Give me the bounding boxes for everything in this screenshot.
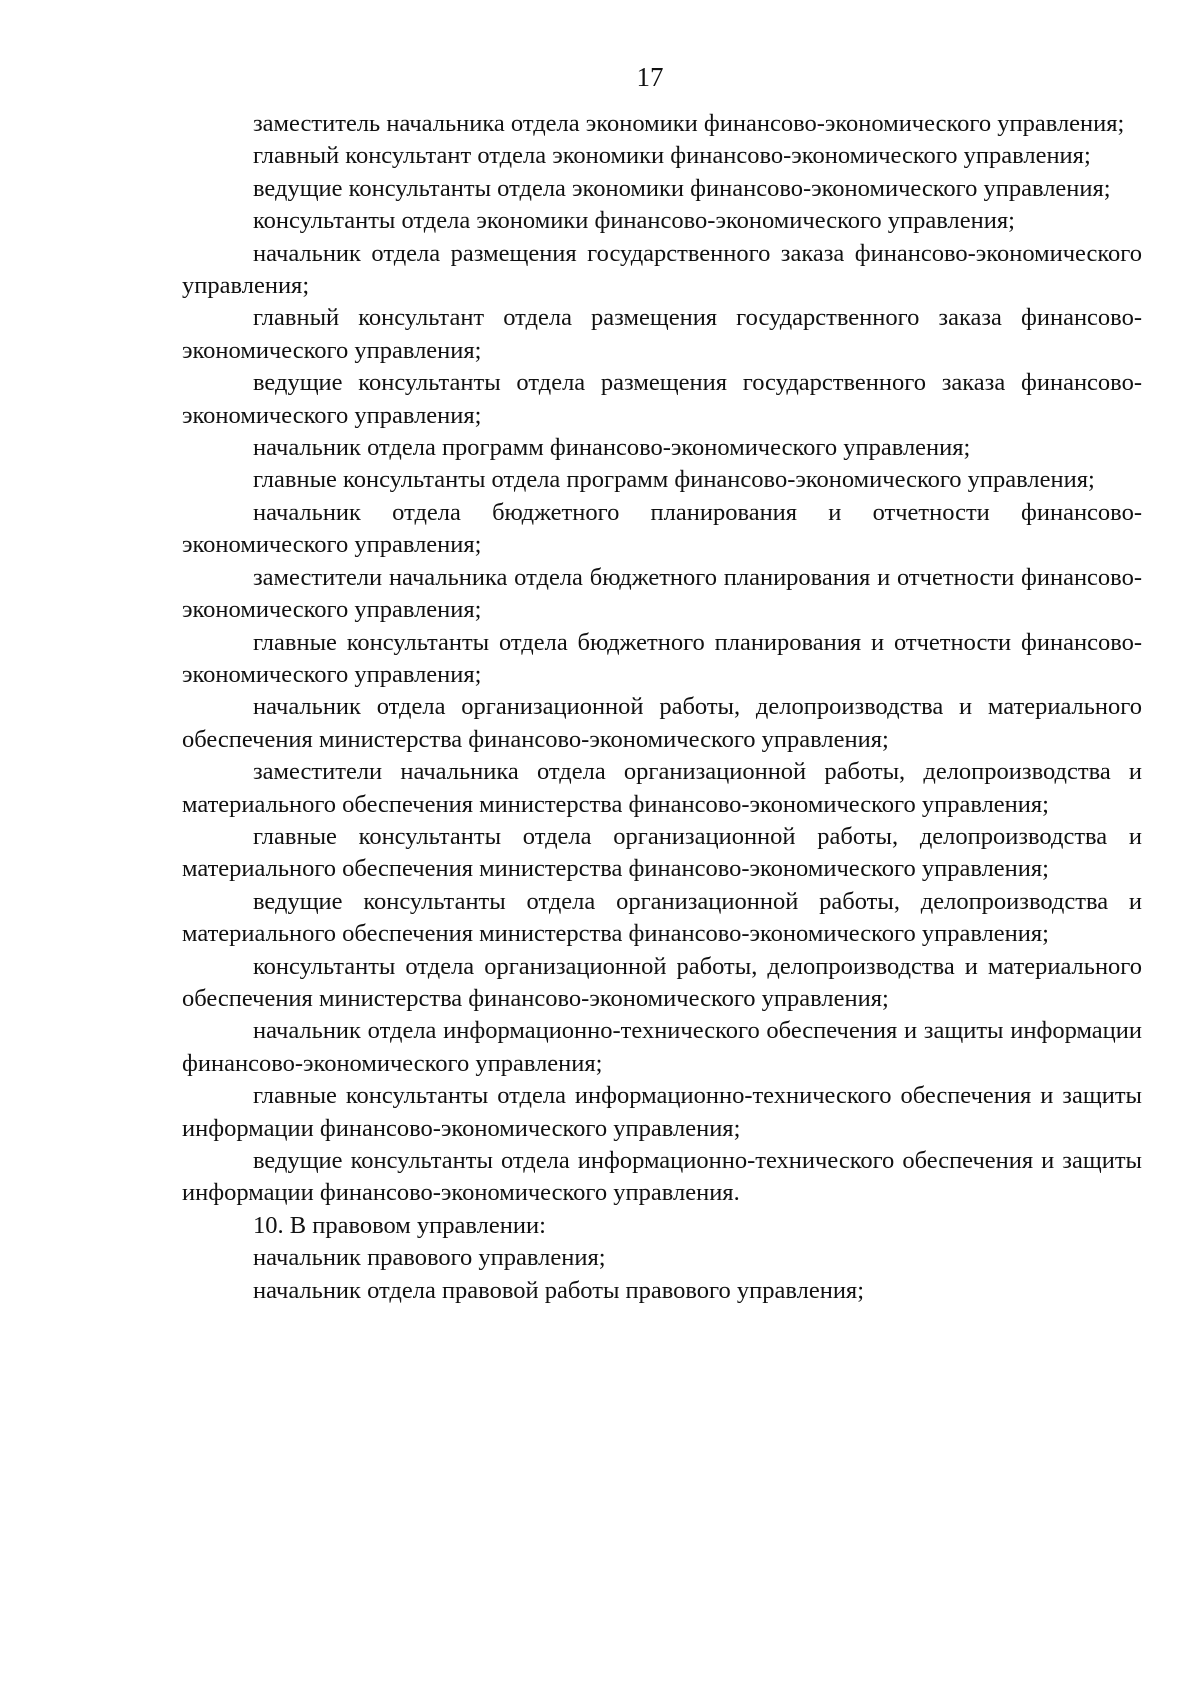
paragraph: консультанты отдела экономики финансово-экономического управления;: [253, 207, 1015, 235]
paragraph: начальник отдела правовой работы правового управления;: [253, 1276, 865, 1304]
paragraph: ведущие консультанты отдела размещения государственного заказа финансово-экономического управления;: [182, 369, 1142, 429]
page-number: 17: [636, 62, 664, 92]
section-heading: 10. В правовом управлении:: [253, 1211, 546, 1239]
paragraph: заместители начальника отдела организационной работы, делопроизводства и материального обеспечения министерства финансово-экономического управления;: [182, 758, 1142, 818]
paragraph: главный консультант отдела размещения государственного заказа финансово-экономического управления;: [182, 304, 1142, 364]
document-body: [182, 108, 1142, 1307]
paragraph: начальник правового управления;: [253, 1244, 606, 1272]
paragraph: ведущие консультанты отдела информационно-технического обеспечения и защиты информации финансово-экономического управления.: [182, 1147, 1142, 1207]
paragraph: начальник отдела организационной работы, делопроизводства и материального обеспечения министерства финансово-экономического управления;: [182, 693, 1142, 753]
paragraph: начальник отдела размещения государственного заказа финансово-экономического управления;: [182, 239, 1142, 300]
paragraph: главные консультанты отдела организационной работы, делопроизводства и материального обеспечения министерства финансово-экономического управления;: [182, 822, 1142, 883]
paragraph: начальник отдела бюджетного планирования и отчетности финансово-экономического управления;: [182, 498, 1142, 559]
paragraph: главные консультанты отдела информационно-технического обеспечения и защиты информации финансово-экономического управления;: [182, 1082, 1142, 1142]
paragraph: консультанты отдела организационной работы, делопроизводства и материального обеспечения министерства финансово-экономического управления;: [182, 952, 1142, 1012]
paragraph: начальник отдела программ финансово-экономического управления;: [253, 434, 971, 462]
paragraph: главный консультант отдела экономики финансово-экономического управления;: [253, 142, 1091, 170]
paragraph: заместители начальника отдела бюджетного планирования и отчетности финансово-экономического управления;: [182, 563, 1142, 624]
paragraph: ведущие консультанты отдела организационной работы, делопроизводства и материального обеспечения министерства финансово-экономического управления;: [182, 887, 1142, 948]
paragraph: ведущие консультанты отдела экономики финансово-экономического управления;: [253, 174, 1111, 202]
paragraph: заместитель начальника отдела экономики финансово-экономического управления;: [253, 110, 1125, 137]
paragraph: начальник отдела информационно-технического обеспечения и защиты информации финансово-экономического управления;: [182, 1017, 1142, 1077]
paragraph: главные консультанты отдела бюджетного планирования и отчетности финансово-экономического управления;: [182, 628, 1142, 688]
paragraph: главные консультанты отдела программ финансово-экономического управления;: [253, 466, 1095, 494]
